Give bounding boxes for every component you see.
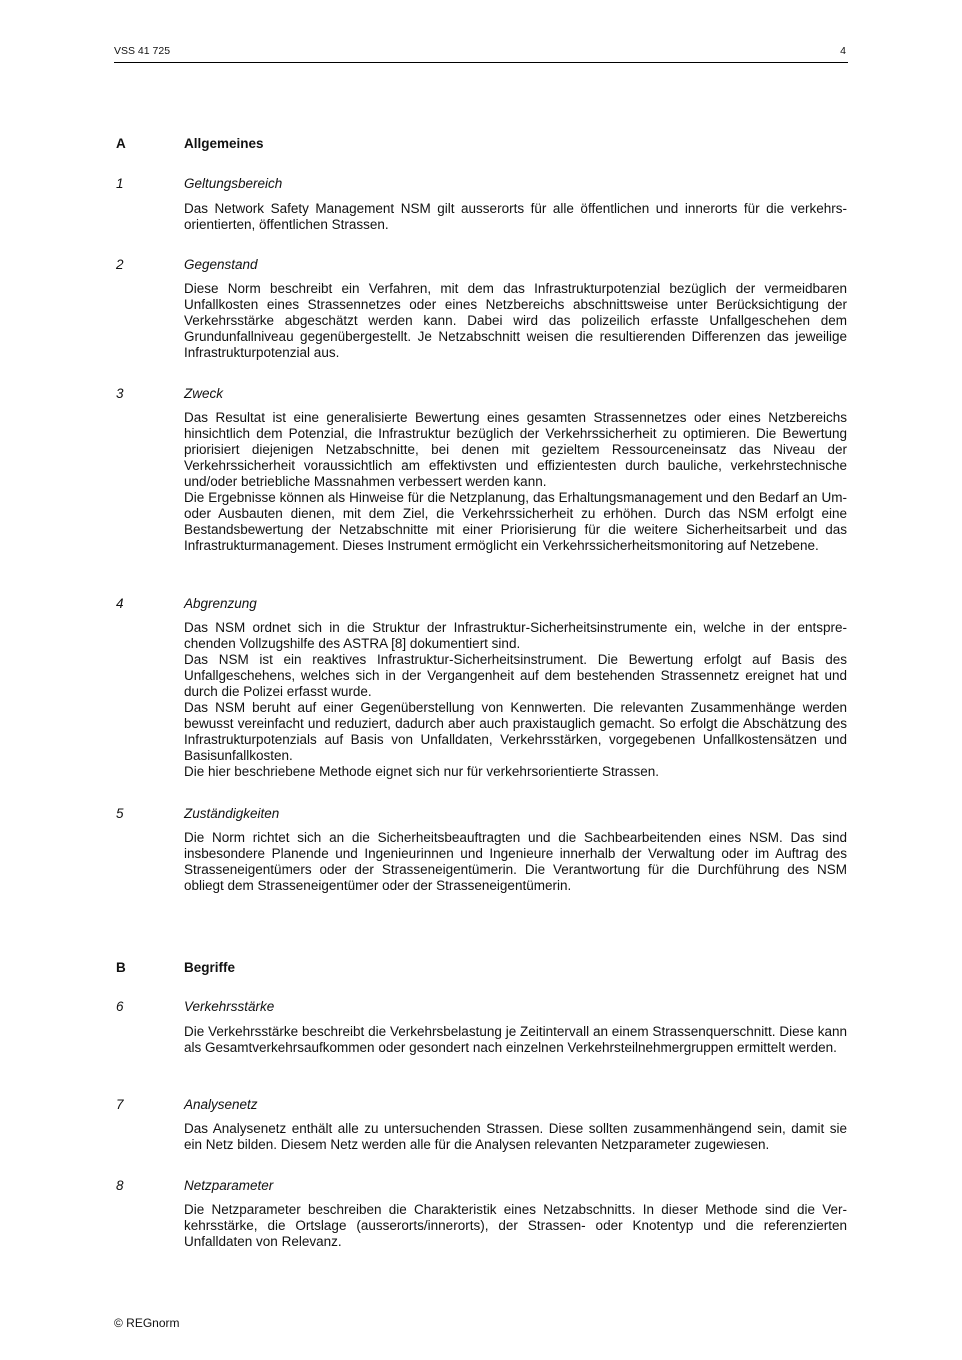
clause-number: 1: [116, 176, 124, 191]
clause-body-3: [184, 410, 847, 554]
paragraph: Das Resultat ist eine generalisierte Bewertung eines gesamten Strassennetzes oder eines Netzbereichs hinsichtlich dem Potenzial, die Infrastruktur bezüglich der Verkehrssicherheit zu optimieren. Die Bewertung priorisiert diejenigen Netzabschnitte, bei denen mit gezieltem Ressourceneinsatz das Niveau der Verkehrssicherheit voraussichtlich am effektivsten und effizientesten durch bauliche, verkehrstechnische und/oder betriebliche Massnahmen verbessert werden kann.: [184, 410, 847, 489]
paragraph: Das NSM ordnet sich in die Struktur der Infrastruktur-Sicherheitsinstrumente ein, welche in der entsprechenden Vollzugshilfe des ASTRA [8] dokumentiert sind.: [184, 620, 847, 651]
clause-number: 3: [116, 386, 124, 401]
paragraph: Die Norm richtet sich an die Sicherheitsbeauftragten und die Sachbearbeitenden eines NSM. Das sind insbesondere Planende und Ingenieurinnen und Ingenieure innerhalb der Verwaltung oder im Auftrag des Strasseneigentümers oder der Strasseneigentümerin. Die Verantwortung für die Durchführung des NSM obliegt dem Strasseneigentümer oder der Strasseneigentümerin.: [184, 830, 847, 893]
clause-number: 6: [116, 999, 124, 1014]
paragraph: Diese Norm beschreibt ein Verfahren, mit dem das Infrastrukturpotenzial bezüglich der vermeidbaren Unfallkosten eines Strassennetzes oder eines Netzbereichs abschnittsweise unter Berücksichtigung der Verkehrsstärke abgeschätzt werden kann. Dabei wird das polizeilich erfasste Unfallgeschehen dem Grundunfallniveau gegenübergestellt. Je Netzabschnitt weisen die resultierenden Differenzen das jeweilige Infrastrukturpotenzial aus.: [184, 281, 847, 360]
clause-title: Gegenstand: [184, 257, 258, 272]
paragraph: Das NSM ist ein reaktives Infrastruktur-Sicherheitsinstrument. Die Bewertung erfolgt auf Basis des Unfallgeschehens, welches sich in der Vergangenheit auf dem bestehenden Strassennetz ereignet hat und durch die Polizei erfasst wurde.: [184, 652, 847, 699]
clause-body-2: [184, 281, 847, 361]
paragraph: Die hier beschriebene Methode eignet sich nur für verkehrsorientierte Strassen.: [184, 764, 659, 779]
paragraph: Das NSM beruht auf einer Gegenüberstellung von Kennwerten. Die relevanten Zusammenhänge werden bewusst vereinfacht und reduziert, dadurch aber auch praxistauglich gemacht. So erfolgt die Abschätzung des Infrastrukturpotenzials auf Basis von Unfalldaten, Verkehrsstärken, vorgegebenen Unfallkostensätzen und Basisunfallkosten.: [184, 700, 847, 763]
clause-title: Verkehrsstärke: [184, 999, 275, 1014]
paragraph: Die Verkehrsstärke beschreibt die Verkehrsbelastung je Zeitintervall an einem Strassenquerschnitt. Diese kann als Gesamtverkehrsaufkommen oder gesondert nach einzelnen Verkehrsteilnehmergruppen ermittelt werden.: [184, 1024, 847, 1055]
page-number: 4: [840, 45, 846, 57]
clause-title: Netzparameter: [184, 1178, 274, 1193]
clause-title: Analysenetz: [184, 1097, 258, 1112]
clause-number: 2: [116, 257, 124, 272]
clause-body-5: [184, 830, 847, 894]
copyright-footer: © REGnorm: [114, 1316, 180, 1330]
page-header: [114, 42, 848, 63]
section-title: Begriffe: [184, 960, 236, 975]
clause-title: Zweck: [184, 386, 224, 401]
section-title: Allgemeines: [184, 136, 264, 151]
clause-title: Abgrenzung: [184, 596, 257, 611]
clause-number: 7: [116, 1097, 124, 1112]
clause-body-7: [184, 1121, 847, 1153]
clause-number: 8: [116, 1178, 124, 1193]
clause-number: 5: [116, 806, 124, 821]
paragraph: Das Analysenetz enthält alle zu untersuchenden Strassen. Diese sollten zusammenhängend sein, damit sie ein Netz bilden. Diesem Netz werden alle für die Analysen relevanten Netzparameter zugewiesen.: [184, 1121, 847, 1152]
clause-body-6: [184, 1024, 847, 1056]
section-letter: B: [116, 960, 126, 975]
clause-title: Zuständigkeiten: [184, 806, 280, 821]
clause-title: Geltungsbereich: [184, 176, 283, 191]
clause-number: 4: [116, 596, 124, 611]
paragraph: Das Network Safety Management NSM gilt ausserorts für alle öffentlichen und innerorts für die verkehrsorientierten, öffentlichen Strassen.: [184, 201, 847, 232]
clause-body-4: [184, 620, 847, 780]
clause-body-8: [184, 1202, 847, 1250]
section-letter: A: [116, 136, 126, 151]
document-id: VSS 41 725: [114, 45, 171, 57]
paragraph: Die Netzparameter beschreiben die Charakteristik eines Netzabschnitts. In dieser Methode sind die Verkehrsstärke, die Ortslage (ausserorts/innerorts), der Strassen- oder Knotentyp und die referenzierten Unfalldaten von Relevanz.: [184, 1202, 847, 1249]
paragraph: Die Ergebnisse können als Hinweise für die Netzplanung, das Erhaltungsmanagement und den Bedarf an Um- oder Ausbauten dienen, mit dem Ziel, die Verkehrssicherheit zu erhöhen. Durch das NSM erfolgt eine Bestandsbewertung der Netzabschnitte mit einer Priorisierung für die weitere Sicherheitsarbeit und das Infrastrukturmanagement. Dieses Instrument ermöglicht ein Verkehrssicherheitsmonitoring auf Netzebene.: [184, 490, 847, 553]
clause-body-1: [184, 201, 847, 233]
